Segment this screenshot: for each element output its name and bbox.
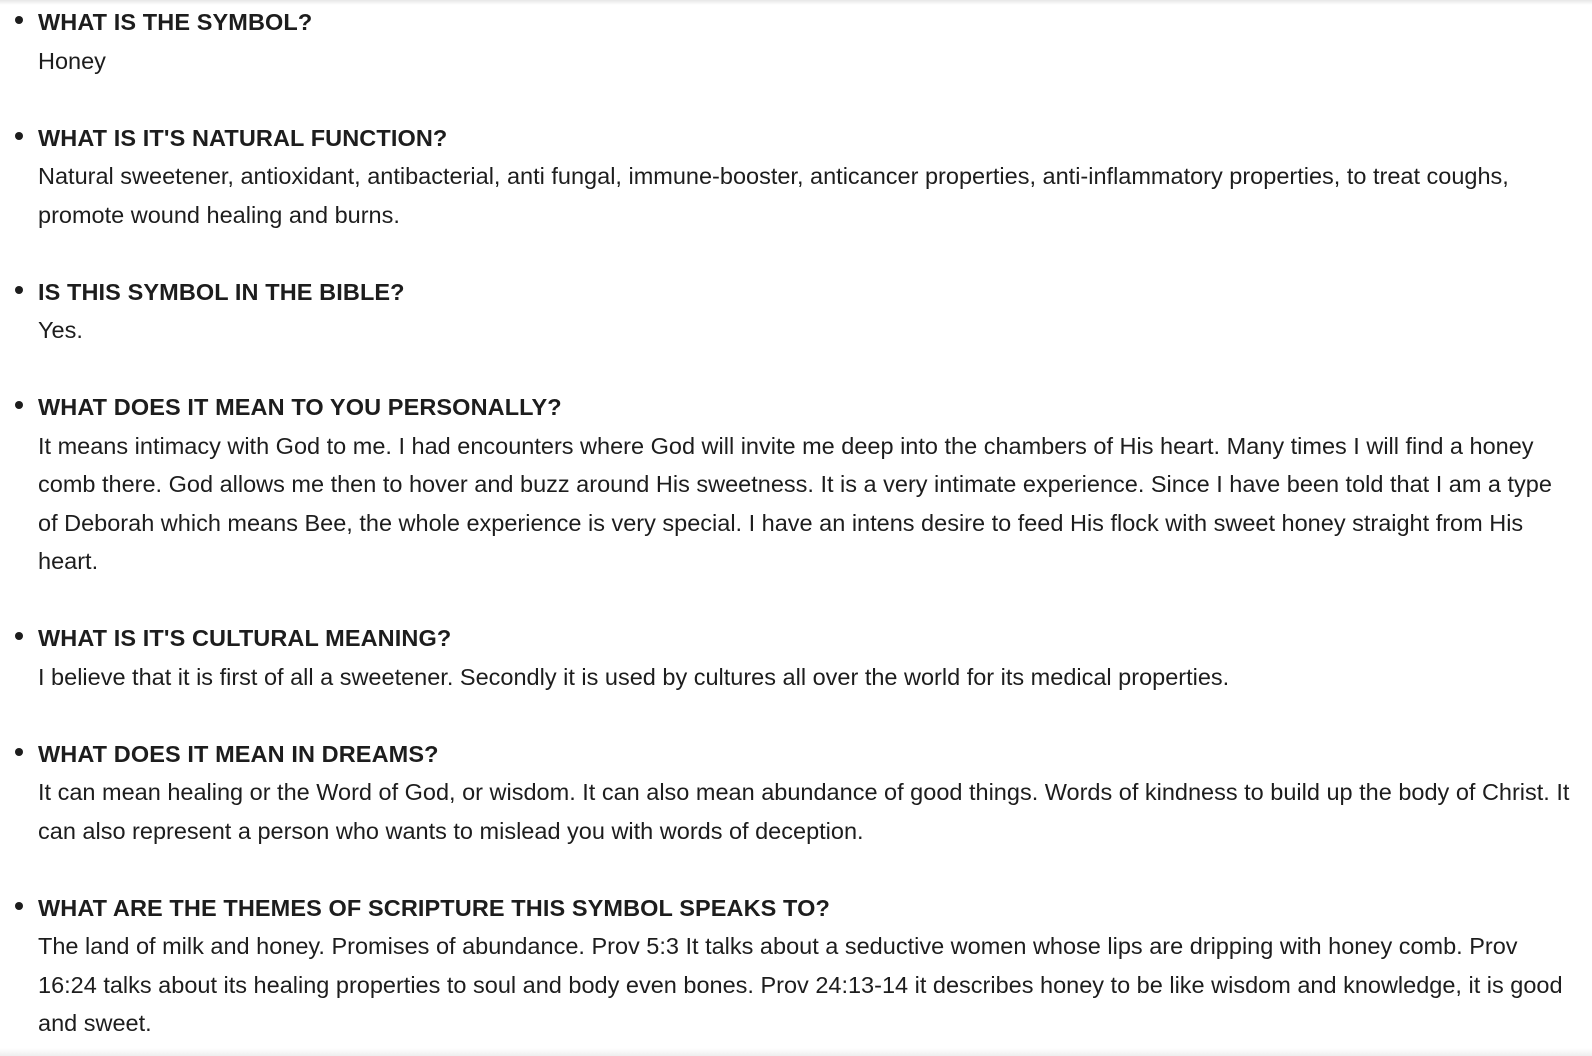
question-heading: IS THIS SYMBOL IN THE BIBLE?	[38, 278, 405, 305]
bullet-icon	[15, 632, 23, 640]
bullet-icon	[15, 902, 23, 910]
bullet-icon	[15, 748, 23, 756]
answer-text: Yes.	[38, 317, 83, 343]
bullet-icon	[15, 286, 23, 294]
bullet-icon	[15, 401, 23, 409]
answer-text: I believe that it is first of all a sweetener. Secondly it is used by cultures all over the world for its medical properties.	[38, 663, 1230, 690]
list-item	[0, 119, 1592, 235]
list-item	[0, 273, 1592, 350]
question-heading: WHAT DOES IT MEAN IN DREAMS?	[38, 740, 439, 767]
answer-text: The land of milk and honey. Promises of abundance. Prov 5:3 It talks about a seductive women whose lips are dripping with honey comb. Prov 16:24 talks about its healing properties to soul and body even bones. Prov 24:13-14 it describes honey to be like wisdom and knowledge, it is good and sweet.	[38, 933, 1563, 1036]
list-item	[0, 889, 1592, 1043]
list-item	[0, 735, 1592, 851]
bullet-icon	[15, 16, 23, 24]
list-item	[0, 388, 1592, 581]
question-heading: WHAT IS IT'S NATURAL FUNCTION?	[38, 124, 448, 151]
answer-text: It can mean healing or the Word of God, or wisdom. It can also mean abundance of good things. Words of kindness to build up the body of Christ. It can also represent a person who wants to mislead you with words of deception.	[38, 779, 1570, 844]
bullet-icon	[15, 132, 23, 140]
list-item	[0, 3, 1592, 80]
bottom-edge-shadow	[0, 1048, 1592, 1056]
list-item	[0, 619, 1592, 696]
answer-text: It means intimacy with God to me. I had encounters where God will invite me deep into the chambers of His heart. Many times I will find a honey comb there. God allows me then to hover and buzz around His sweetness. It is a very intimate experience. Since I have been told that I am a type of Deborah which means Bee, the whole experience is very special. I have an intens desire to feed His flock with sweet honey straight from His heart.	[38, 432, 1552, 574]
symbol-qa-list	[0, 3, 1592, 1056]
question-heading: WHAT IS THE SYMBOL?	[38, 9, 313, 35]
question-heading: WHAT ARE THE THEMES OF SCRIPTURE THIS SYMBOL SPEAKS TO?	[38, 894, 830, 921]
answer-text: Honey	[38, 47, 106, 74]
answer-text: Natural sweetener, antioxidant, antibacterial, anti fungal, immune-booster, anticancer properties, anti-inflammatory properties, to treat coughs, promote wound healing and burns.	[38, 163, 1509, 228]
question-heading: WHAT IS IT'S CULTURAL MEANING?	[38, 625, 452, 651]
question-heading: WHAT DOES IT MEAN TO YOU PERSONALLY?	[38, 394, 562, 420]
